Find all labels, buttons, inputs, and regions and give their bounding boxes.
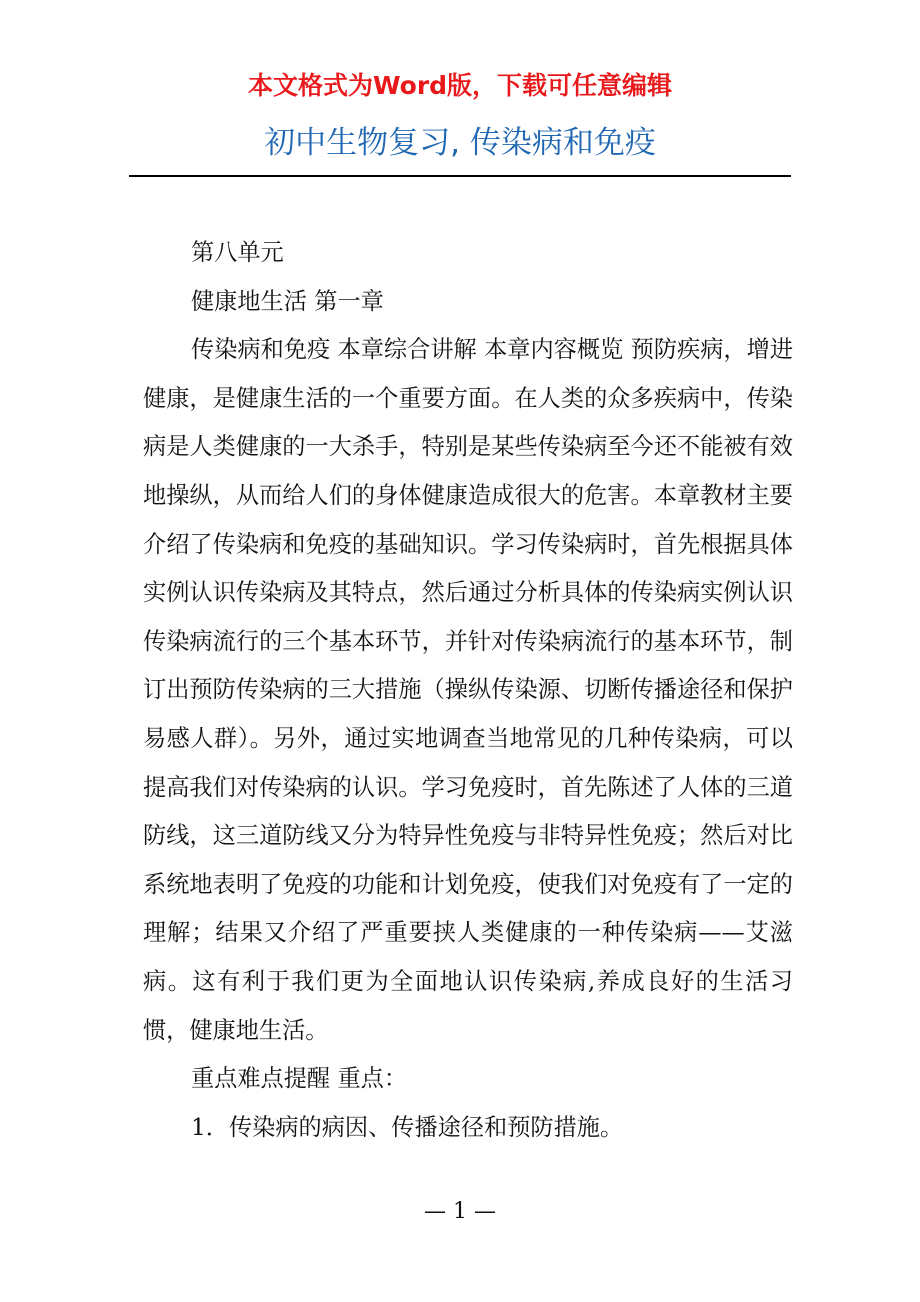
unit-heading: 第八单元 <box>191 239 284 266</box>
title-divider <box>129 175 791 177</box>
key-points-heading: 重点难点提醒 重点： <box>191 1065 408 1093</box>
chapter-heading: 健康地生活 第一章 <box>191 287 384 315</box>
key-point-item: 1．传染病的病因、传播途径和预防措施。 <box>191 1113 624 1141</box>
document-body <box>143 229 793 1152</box>
overview-paragraph: 传染病和免疫 本章综合讲解 本章内容概览 预防疾病，增进健康，是健康生活的一个重要方面。在人类的众多疾病中，传染病是人类健康的一大杀手，特别是某些传染病至今还不能被有效地操纵，从而给人们的身体健康造成很大的危害。本章教材主要介绍了传染病和免疫的基础知识。学习传染病时，首先根据具体实例认识传染病及其特点，然后通过分析具体的传染病实例认识传染病流行的三个基本环节，并针对传染病流行的基本环节，制订出预防传染病的三大措施（操纵传染源、切断传播途径和保护易感人群）。另外，通过实地调查当地常见的几种传染病，可以提高我们对传染病的认识。学习免疫时，首先陈述了人体的三道防线，这三道防线又分为特异性免疫与非特异性免疫；然后对比系统地表明了免疫的功能和计划免疫，使我们对免疫有了一定的理解；结果又介绍了严重要挟人类健康的一种传染病——艾滋病。这有利于我们更为全面地认识传染病,养成良好的生活习惯，健康地生活。 <box>143 336 793 1044</box>
page-number: — 1 — <box>424 1199 496 1224</box>
document-title: 初中生物复习, 传染病和免疫 <box>264 125 656 161</box>
format-banner: 本文格式为Word版，下载可任意编辑 <box>247 71 673 100</box>
